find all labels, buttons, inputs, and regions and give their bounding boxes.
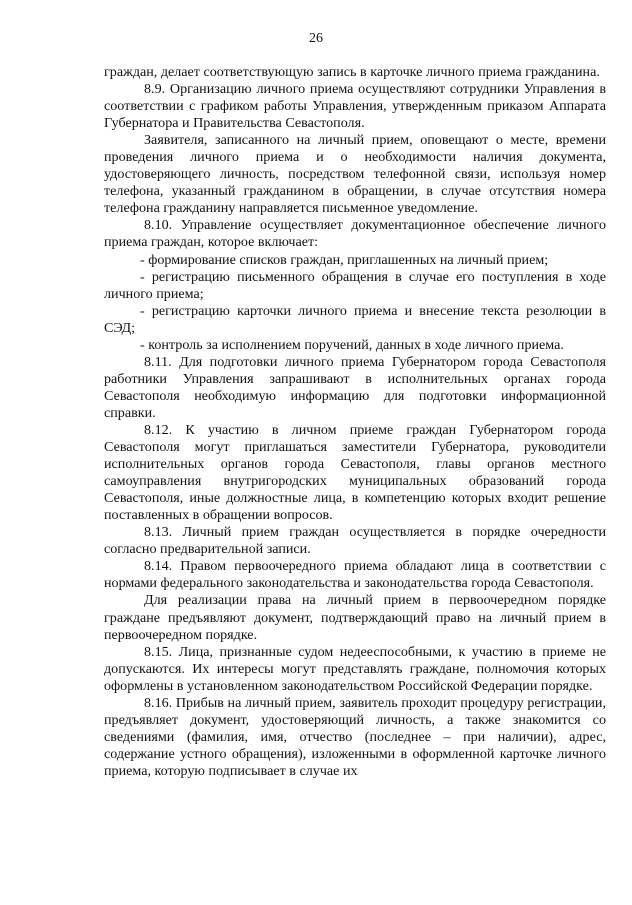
paragraph-applicant-notification: Заявителя, записанного на личный прием, оповещают о месте, времени проведения личного приема и о необходимости наличия документа, удостоверяющего личность, посредством телефонной связи, используя номер телефона, указанный гражданином в обращении, в случае отсутствия номера телефона гражданину направляется письменное уведомление. [104, 132, 606, 217]
paragraph-priority-right: Для реализации права на личный прием в первоочередном порядке граждане предъявляют документ, подтверждающий право на личный прием в первоочередном порядке. [104, 592, 606, 643]
paragraph-continuation: граждан, делает соответствующую запись в карточке личного приема гражданина. [104, 64, 600, 80]
list-item-card-registration: - регистрацию карточки личного приема и внесение текста резолюции в СЭД; [104, 302, 606, 336]
list-item-lists-forming: - формирование списков граждан, приглашенных на личный прием; [140, 251, 549, 268]
paragraph-8-10: 8.10. Управление осуществляет документационное обеспечение личного приема граждан, которое включает: [104, 217, 606, 251]
list-item-written-registration: - регистрацию письменного обращения в случае его поступления в ходе личного приема; [104, 268, 606, 302]
page-number: 26 [309, 31, 323, 46]
paragraph-8-11: 8.11. Для подготовки личного приема Губернатором города Севастополя работники Управления запрашивают в исполнительных органах города Севастополя необходимую информацию для подготовки информационной справки. [104, 353, 606, 421]
list-item-control: - контроль за исполнением поручений, данных в ходе личного приема. [140, 336, 564, 353]
paragraph-8-14: 8.14. Правом первоочередного приема обладают лица в соответствии с нормами федерального законодательства и законодательства города Севастополя. [104, 558, 606, 592]
paragraph-8-9: 8.9. Организацию личного приема осуществляют сотрудники Управления в соответствии с графиком работы Управления, утвержденным приказом Аппарата Губернатора и Правительства Севастополя. [104, 81, 606, 132]
paragraph-8-13: 8.13. Личный прием граждан осуществляется в порядке очередности согласно предварительной записи. [104, 524, 606, 558]
paragraph-8-15: 8.15. Лица, признанные судом недееспособными, к участию в приеме не допускаются. Их интересы могут представлять граждане, полномочия которых оформлены в установленном законодательством Российской Федерации порядке. [104, 643, 606, 694]
document-body [104, 64, 606, 780]
paragraph-8-12: 8.12. К участию в личном приеме граждан Губернатором города Севастополя могут приглашаться заместители Губернатора, руководители исполнительных органов города Севастополя, главы органов местного самоуправления внутригородских муниципальных образований города Севастополя, иные должностные лица, в компетенцию которых входит решение поставленных в обращении вопросов. [104, 421, 606, 524]
paragraph-8-16: 8.16. Прибыв на личный прием, заявитель проходит процедуру регистрации, предъявляет документ, удостоверяющий личность, а также знакомится со сведениями (фамилия, имя, отчество (последнее – при наличии), адрес, содержание устного обращения), изложенными в оформленной карточке личного приема, которую подписывает в случае их [104, 694, 606, 779]
